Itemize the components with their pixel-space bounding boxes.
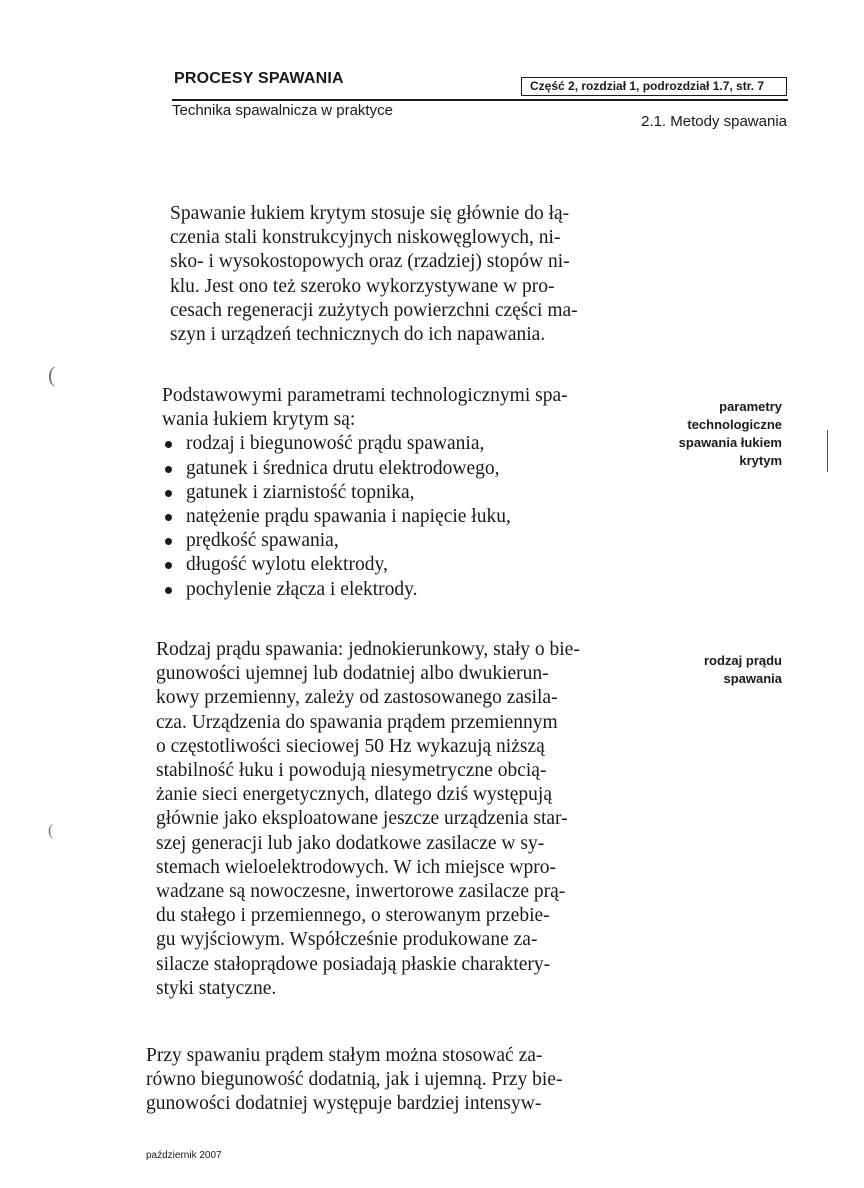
text-line: wadzane są nowoczesne, inwertorowe zasilacze prą-: [156, 881, 566, 903]
paragraph-1: [170, 202, 610, 347]
text-line: szej generacji lub jako dodatkowe zasilacze w sy-: [156, 832, 545, 854]
text-line: o częstotliwości sieciowej 50 Hz wykazują niższą: [156, 735, 545, 757]
paragraph-2: [162, 384, 612, 602]
paragraph-3: [156, 638, 608, 1001]
paragraph-4: [146, 1044, 602, 1117]
text-line: styki statyczne.: [156, 977, 277, 999]
header-subtitle: Technika spawalnicza w praktyce: [172, 102, 393, 119]
list-item: rodzaj i biegunowość prądu spawania,: [162, 432, 612, 456]
text-line: gu wyjściowym. Współcześnie produkowane za-: [156, 929, 538, 951]
list-item: prędkość spawania,: [162, 529, 612, 553]
margin-note-parameters: parametry technologiczne spawania łukiem krytym: [678, 399, 782, 468]
parameter-list: [162, 432, 612, 601]
header-section: 2.1. Metody spawania: [641, 113, 787, 130]
bullet-icon: [165, 466, 172, 473]
list-item: długość wylotu elektrody,: [162, 553, 612, 577]
scan-artifact: (: [48, 362, 56, 387]
header-reference-box: Część 2, rozdział 1, podrozdział 1.7, str. 7: [521, 77, 787, 96]
text-line: silacze stałoprądowe posiadają płaskie charaktery-: [156, 953, 551, 975]
margin-rule: [827, 430, 828, 472]
bullet-icon: [165, 562, 172, 569]
text-line: Rodzaj prądu spawania: jednokierunkowy, stały o bie-: [156, 639, 580, 660]
list-item: gatunek i ziarnistość topnika,: [162, 481, 612, 505]
text-line: głównie jako eksploatowane jeszcze urządzenia star-: [156, 808, 568, 830]
text-line: sko- i wysokostopowych oraz (rzadziej) stopów ni-: [170, 251, 570, 273]
text-line: żanie sieci energetycznych, dlatego dziś występują: [156, 784, 552, 806]
header-rule: [172, 99, 788, 101]
bullet-icon: [165, 538, 172, 545]
text-line: du stałego i przemiennego, o sterowanym przebie-: [156, 905, 550, 927]
text-line: Spawanie łukiem krytym stosuje się głównie do łą-: [170, 203, 570, 224]
text-line: cesach regeneracji zużytych powierzchni części ma-: [170, 299, 578, 321]
scan-artifact: (: [48, 822, 54, 839]
text-line: gunowości dodatniej występuje bardziej intensyw-: [146, 1093, 542, 1115]
text-line: wania łukiem krytym są:: [162, 409, 356, 431]
bullet-icon: [165, 514, 172, 521]
footer-date: październik 2007: [146, 1150, 222, 1161]
header-title: PROCESY SPAWANIA: [174, 70, 344, 87]
text-line: Przy spawaniu prądem stałym można stosować za-: [146, 1045, 543, 1066]
text-line: stemach wieloelektrodowych. W ich miejsce wpro-: [156, 856, 556, 878]
text-line: szyn i urządzeń technicznych do ich napawania.: [170, 324, 546, 346]
list-item: pochylenie złącza i elektrody.: [162, 578, 612, 602]
bullet-icon: [165, 587, 172, 594]
text-line: cza. Urządzenia do spawania prądem przemiennym: [156, 711, 558, 733]
margin-note-current-type: rodzaj prądu spawania: [703, 653, 782, 686]
list-item: natężenie prądu spawania i napięcie łuku,: [162, 505, 612, 529]
text-line: klu. Jest ono też szeroko wykorzystywane w pro-: [170, 275, 555, 297]
text-line: równo biegunowość dodatnią, jak i ujemną. Przy bie-: [146, 1069, 563, 1091]
bullet-icon: [165, 441, 172, 448]
text-line: Podstawowymi parametrami technologicznymi spa-: [162, 385, 568, 406]
bullet-icon: [165, 490, 172, 497]
text-line: czenia stali konstrukcyjnych niskowęglowych, ni-: [170, 227, 561, 249]
list-item: gatunek i średnica drutu elektrodowego,: [162, 457, 612, 481]
text-line: stabilność łuku i powodują niesymetryczne obcią-: [156, 760, 547, 782]
text-line: gunowości ujemnej lub dodatniej albo dwukierun-: [156, 663, 549, 685]
text-line: kowy przemienny, zależy od zastosowanego zasila-: [156, 687, 558, 709]
